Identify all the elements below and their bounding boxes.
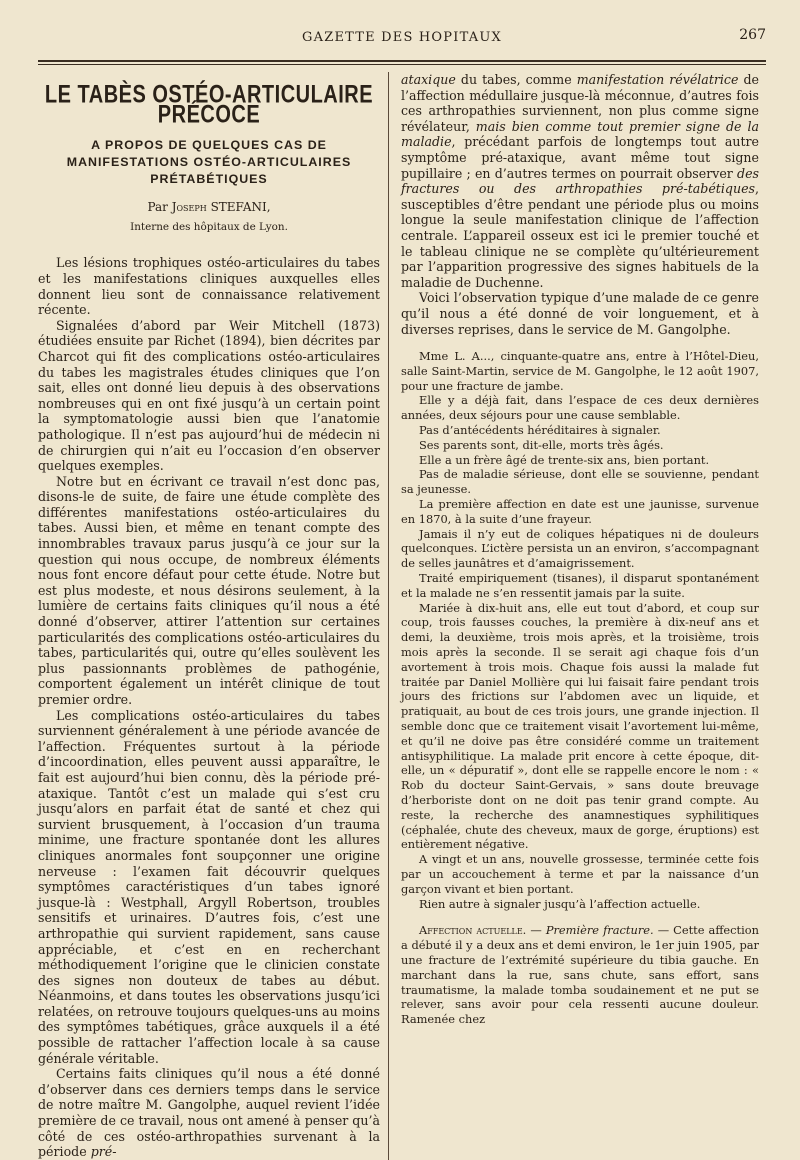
author-first-name: Joseph xyxy=(171,200,207,215)
right-column xyxy=(388,72,759,1160)
body-text: , susceptibles d’être pendant une période plus ou moins longue la seule manifestation clinique de l’affection centrale. L’appareil osseux est ici le premier touché et le tableau clinique ne se complète qu’ultérieurement par l’apparition progressive des signes habituels de la maladie de Duchenne. xyxy=(401,181,759,290)
observation-paragraph: Pas d’antécédents héréditaires à signaler. xyxy=(419,423,661,438)
observation-paragraph: Mme L. A..., cinquante-quatre ans, entre à l’Hôtel-Dieu, salle Saint-Martin, service de M. Gangolphe, le 12 août 1907, pour une fracture de jambe. xyxy=(401,349,759,393)
hyphenated-word: pré- xyxy=(90,1144,117,1160)
article-subtitle: A PROPOS DE QUELQUES CAS DE MANIFESTATIONS OSTÉO-ARTICULAIRES PRÉTABÉTIQUES xyxy=(66,138,352,187)
observation-paragraph: Ses parents sont, dit-elle, morts très âgés. xyxy=(419,437,664,452)
body-text: Cette affection a débuté il y a deux ans et demi environ, le 1er juin 1905, par une fracture de l’extrémité supérieure du tibia gauche. En marchant dans la rue, sans chute, sans effort, sans traumatisme, la malade tomba soudainement et ne put se relever, sans avoir pour cela ressenti aucune douleur. Ramenée chez xyxy=(401,923,759,1027)
current-affection-paragraph xyxy=(401,923,759,1027)
body-text: du tabes, comme xyxy=(455,72,577,87)
article-columns xyxy=(38,72,766,1160)
observation-paragraph: A vingt et un ans, nouvelle grossesse, terminée cette fois par un accouchement à terme et par la naissance d’un garçon vivant et bien portant. xyxy=(401,852,759,896)
italic-term: manifestation révélatrice xyxy=(576,72,739,87)
clinical-observation xyxy=(401,349,759,1027)
body-paragraph: Signalées d’abord par Weir Mitchell (1873) étudiées ensuite par Richet (1894), bien décrites par Charcot qui fit des complications ostéo-articulaires du tabes les magistrales études cliniques que l’on sait, elles ont donné lieu depuis à des observations nombreuses qui en ont fixé jusqu’à un certain point la symptomatologie aussi bien que l’anatomie pathologique. Il n’est pas aujourd’hui de médecin ni de chirurgien qui n’ait eu l’occasion d’en observer quelques exemples. xyxy=(38,317,380,474)
header-rule-thick xyxy=(38,60,766,62)
body-paragraph: Les lésions trophiques ostéo-articulaires du tabes et les manifestations cliniques auxquelles elles donnent lieu sont de connaissance relativement récente. xyxy=(38,255,380,318)
body-paragraph: Les complications ostéo-articulaires du tabes surviennent généralement à une période avancée de l’affection. Fréquentes surtout à la période d’incoordination, elles peuvent aussi apparaître, le fait est aujourd’hui bien connu, dès la période pré-ataxique. Tantôt c’est un malade qui s’est cru jusqu’alors en parfait état de santé et chez qui survient brusquement, à l’occasion d’un trauma minime, une fracture spontanée dont les allures cliniques anormales font soupçonner une origine nerveuse : l’examen fait découvrir quelques symptômes caractéristiques d’un tabes ignoré jusque-là : Westphall, Argyll Robertson, troubles sensitifs et urinaires. D’autres fois, c’est une arthropathie qui survient rapidement, sans cause appréciable, et c’est en en recherchant méthodiquement l’origine que le clinicien constate des signes non douteux de tabes au début. Néanmoins, et dans toutes les observations jusqu’ici relatées, on retrouve toujours quelques-uns au moins des symptômes tabétiques, grâce auxquels il a été possible de rattacher l’affection locale à sa cause générale véritable. xyxy=(38,707,380,1066)
body-paragraph xyxy=(401,72,759,290)
observation-paragraph: La première affection en date est une jaunisse, survenue en 1870, à la suite d’une frayeur. xyxy=(401,497,759,526)
observation-paragraph: Elle a un frère âgé de trente-six ans, bien portant. xyxy=(419,452,710,467)
observation-paragraph: Pas de maladie sérieuse, dont elle se souvienne, pendant sa jeunesse. xyxy=(401,467,759,497)
section-subheading: Première fracture. xyxy=(545,923,654,938)
author-prefix: Par xyxy=(147,200,172,215)
italic-term: des fractures ou des arthropathies pré-tabétiques xyxy=(401,165,759,197)
observation-paragraph: Jamais il n’y eut de coliques hépatiques ni de douleurs quelconques. L’ictère persista un an environ, s’accompagnant de selles jaunâtres et d’amaigrissement. xyxy=(401,526,759,571)
journal-title: GAZETTE DES HOPITAUX xyxy=(302,30,502,45)
author-surname: STEFANI, xyxy=(206,200,271,215)
body-text: Certains faits cliniques qu’il nous a été donné d’observer dans ces derniers temps dans le service de notre maître M. Gangolphe, auquel revient l’idée première de ce travail, nous ont amené à penser qu’à côté de ces ostéo-arthropathies survenant à la période xyxy=(38,1066,380,1160)
header-rule-thin xyxy=(38,64,766,65)
author-affiliation: Interne des hôpitaux de Lyon. xyxy=(130,220,288,233)
section-heading: Affection actuelle. xyxy=(419,923,527,938)
observation-paragraph: Elle y a déjà fait, dans l’espace de ces deux dernières années, deux séjours pour une cause semblable. xyxy=(401,393,759,423)
dash: — xyxy=(526,923,546,938)
page-header xyxy=(38,0,766,52)
page-number: 267 xyxy=(739,27,766,43)
left-column xyxy=(38,72,388,1160)
observation-paragraph: Rien autre à signaler jusqu’à l’affection actuelle. xyxy=(419,896,701,911)
article-title: LE TABÈS OSTÉO-ARTICULAIRE PRÉCOCE xyxy=(44,81,374,129)
body-text: de l’affection médullaire jusque-là méconnue, d’autres fois ces arthropathies surviennent, non plus comme signe révélateur, xyxy=(401,72,759,134)
observation-paragraph: Traité empiriquement (tisanes), il disparut spontanément et la malade ne s’en ressentit jamais par la suite. xyxy=(401,571,759,600)
body-paragraph xyxy=(38,1066,380,1160)
body-text: , précédant parfois de longtemps tout autre symptôme pré-ataxique, avant même tout signe pupillaire ; en d’autres termes on pourrait observer xyxy=(401,134,759,181)
dash: — xyxy=(653,923,674,938)
body-paragraph: Voici l’observation typique d’une malade de ce genre qu’il nous a été donné de voir longuement, et à diverses reprises, dans le service de M. Gangolphe. xyxy=(401,290,759,337)
observation-paragraph: Mariée à dix-huit ans, elle eut tout d’abord, et coup sur coup, trois fausses couches, la première à dix-neuf ans et demi, la deuxième, trois mois après, et la troisième, trois mois après la seconde. Il se serait agi chaque fois d’un avortement à trois mois. Chaque fois aussi la malade fut traitée par Daniel Mollière qui lui faisait faire pendant trois jours des frictions sur l’abdomen avec un liquide, et pratiquait, au bout de ces trois jours, une grande injection. Il semble donc que ce traitement visait l’avortement lui-même, et qu’il ne doive pas être considéré comme un traitement antisyphilitique. La malade prit encore à cette époque, dit-elle, un « dépuratif », dont elle se rappelle encore le nom : « Rob du docteur Saint-Gervais, » sans doute breuvage d’herboriste dont on ne doit pas tenir grand compte. Au reste, la recherche des anamnestiques syphilitiques (céphalée, chute des cheveux, maux de gorge, éruptions) est entièrement négative. xyxy=(401,600,759,852)
italic-term: mais bien comme tout premier signe de la maladie xyxy=(401,118,759,150)
author-line xyxy=(38,200,380,216)
italic-term: ataxique xyxy=(401,72,456,87)
body-paragraph: Notre but en écrivant ce travail n’est donc pas, disons-le de suite, de faire une étude complète des différentes manifestations ostéo-articulaires du tabes. Aussi bien, et même en tenant compte des innombrables travaux parus jusqu’à ce jour sur la question qui nous occupe, de nombreux éléments nous font encore défaut pour cette étude. Notre but est plus modeste, et nous désirons seulement, à la lumière de certains faits cliniques qu’il nous a été donné d’observer, attirer l’attention sur certaines particularités des complications ostéo-articulaires du tabes, particularités qui, outre qu’elles soulèvent les plus passionnants problèmes de pathogénie, comportent également un intérêt clinique de tout premier ordre. xyxy=(38,473,380,707)
